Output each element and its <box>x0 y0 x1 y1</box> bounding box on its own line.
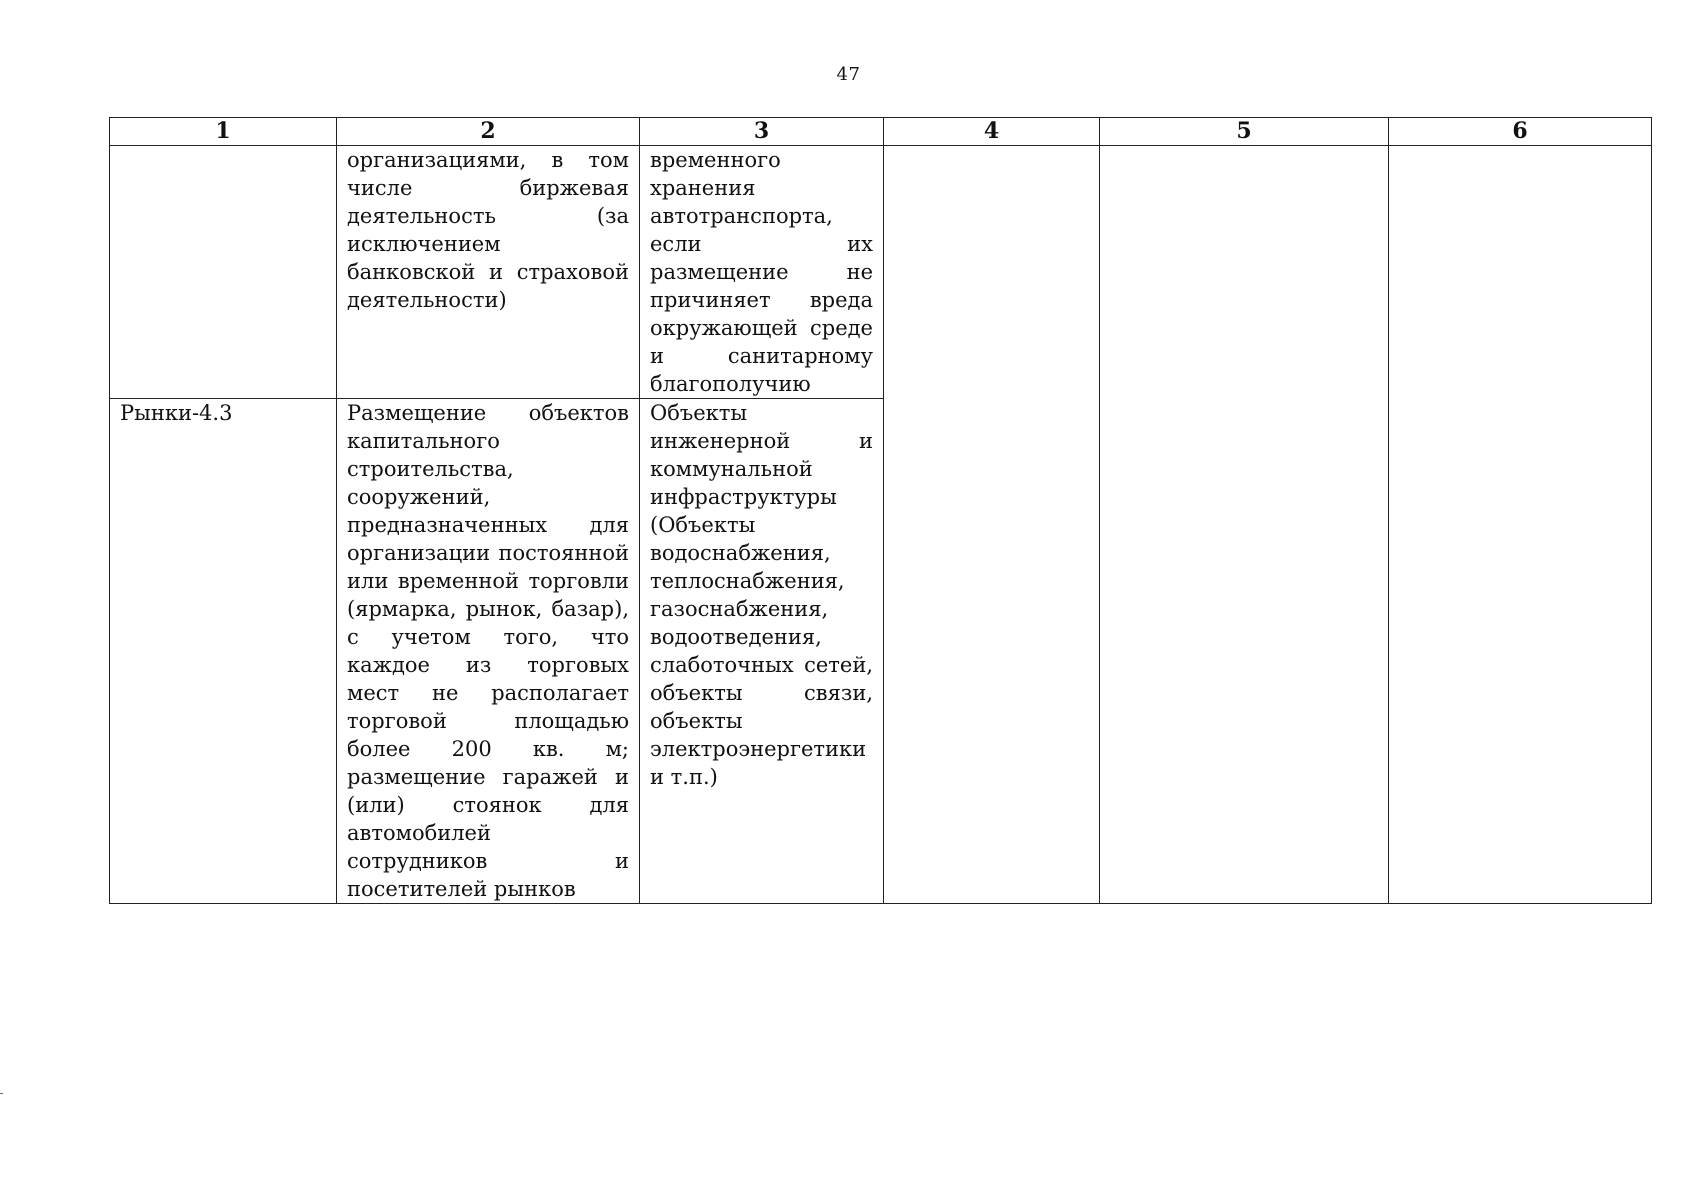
auxiliary-use-text: Объекты инженерной и коммунальной инфраструктуры (Объекты водоснабжения, теплоснабжения, газоснабжения, водоотведения, слаботочных сетей, объекты связи, объекты электроэнергетики и т.п.) <box>650 401 873 789</box>
column-header-6: 6 <box>1389 118 1652 146</box>
scan-margin-mark <box>0 1093 3 1094</box>
cell-use-code <box>110 399 337 904</box>
cell-use-description <box>337 146 640 399</box>
column-header-4: 4 <box>884 118 1100 146</box>
table-header-row <box>110 118 1652 146</box>
column-header-2: 2 <box>337 118 640 146</box>
auxiliary-use-text: временного хранения автотранспорта, если их размещение не причиняет вреда окружающей среде и санитарному благополучию <box>650 148 873 396</box>
cell-auxiliary-use <box>640 146 884 399</box>
cell-column-5 <box>1100 146 1389 904</box>
table-row <box>110 146 1652 399</box>
cell-column-6 <box>1389 146 1652 904</box>
cell-column-4 <box>884 146 1100 904</box>
use-description-text: Размещение объектов капитального строительства, сооружений, предназначенных для организации постоянной или временной торговли (ярмарка, рынок, базар), с учетом того, что каждое из торговых мест не располагает торговой площадью более 200 кв. м; размещение гаражей и (или) стоянок для автомобилей сотрудников и посетителей рынков <box>347 401 629 901</box>
use-description-text: организациями, в том числе биржевая деятельность (за исключением банковской и страховой деятельности) <box>347 148 629 312</box>
column-header-5: 5 <box>1100 118 1389 146</box>
use-code-text: Рынки-4.3 <box>120 401 233 425</box>
cell-auxiliary-use <box>640 399 884 904</box>
zoning-table <box>109 117 1652 904</box>
cell-use-code <box>110 146 337 399</box>
column-header-1: 1 <box>110 118 337 146</box>
cell-use-description <box>337 399 640 904</box>
column-header-3: 3 <box>640 118 884 146</box>
page-number: 47 <box>836 64 861 85</box>
